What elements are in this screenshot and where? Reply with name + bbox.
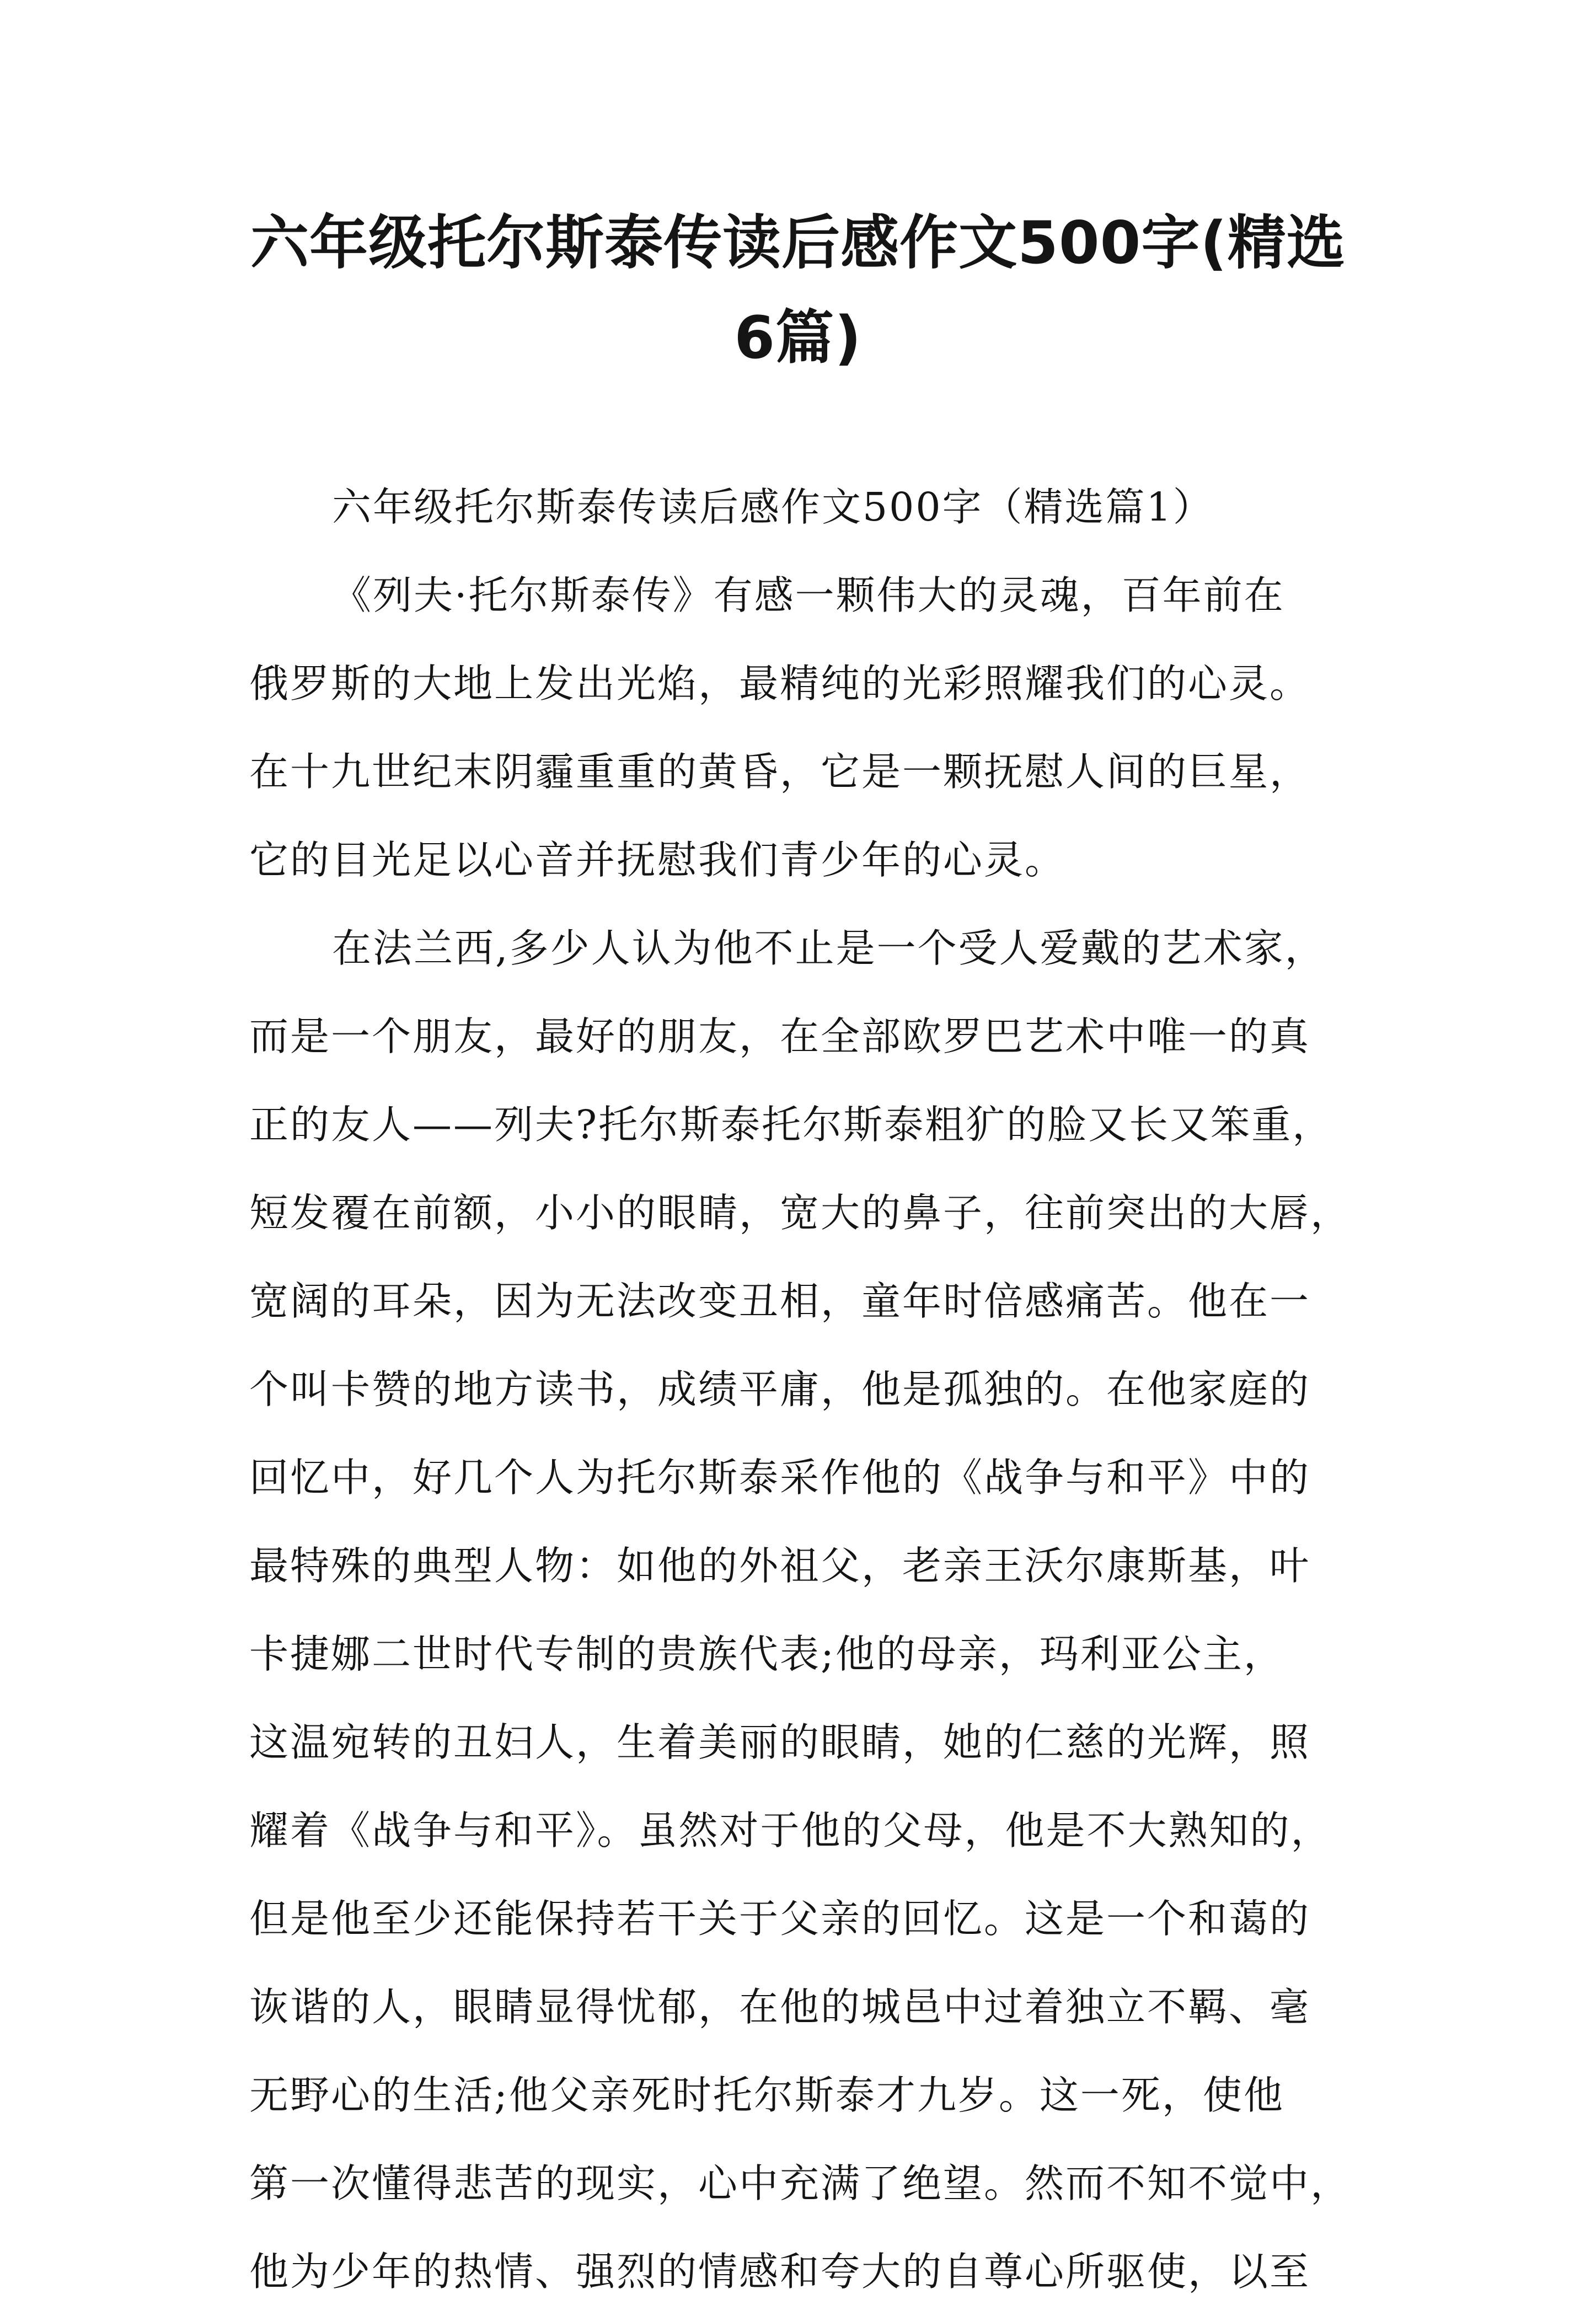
section-heading: 六年级托尔斯泰传读后感作文500字（精选篇1） — [332, 484, 1214, 530]
paragraph-line: 无野心的生活;他父亲死时托尔斯泰才九岁。这一死，使他 — [249, 2072, 1284, 2118]
document-title-line-1: 六年级托尔斯泰传读后感作文500字(精选 — [250, 209, 1346, 277]
paragraph-line: 诙谐的人，眼睛显得忧郁，在他的城邑中过着独立不羁、毫 — [249, 1984, 1311, 2030]
document-title — [210, 196, 1386, 385]
paragraph-line: 这温宛转的丑妇人，生着美丽的眼睛，她的仁慈的光辉，照 — [249, 1719, 1311, 1765]
paragraph-line: 他为少年的热情、强烈的情感和夸大的自尊心所驱使，以至 — [249, 2249, 1311, 2294]
paragraph-line: 而是一个朋友，最好的朋友，在全部欧罗巴艺术中唯一的真 — [249, 1014, 1311, 1059]
paragraph-line: 回忆中，好几个人为托尔斯泰采作他的《战争与和平》中的 — [249, 1455, 1311, 1500]
paragraph-line: 俄罗斯的大地上发出光焰，最精纯的光彩照耀我们的心灵。 — [249, 661, 1311, 706]
paragraph-line: 《列夫·托尔斯泰传》有感一颗伟大的灵魂，百年前在 — [332, 572, 1285, 618]
paragraph-line: 个叫卡赞的地方读书，成绩平庸，他是孤独的。在他家庭的 — [249, 1366, 1311, 1412]
document-title-line-2: 6篇) — [734, 304, 862, 372]
paragraph-line: 短发覆在前额，小小的眼睛，宽大的鼻子，往前突出的大唇， — [249, 1190, 1352, 1236]
document-body — [249, 463, 1352, 2316]
paragraph-line: 耀着《战争与和平》。虽然对于他的父母，他是不大熟知的， — [249, 1808, 1332, 1853]
paragraph-2 — [249, 904, 1352, 2316]
paragraph-line: 宽阔的耳朵，因为无法改变丑相，童年时倍感痛苦。他在一 — [249, 1278, 1311, 1324]
paragraph-line: 最特殊的典型人物：如他的外祖父，老亲王沃尔康斯基，叶 — [249, 1543, 1311, 1589]
paragraph-line: 第一次懂得悲苦的现实，心中充满了绝望。然而不知不觉中， — [249, 2160, 1352, 2206]
paragraph-line: 但是他至少还能保持若干关于父亲的回忆。这是一个和蔼的 — [249, 1896, 1311, 1942]
paragraph-line: 在法兰西,多少人认为他不止是一个受人爱戴的艺术家， — [332, 925, 1326, 971]
paragraph-1 — [249, 551, 1352, 904]
paragraph-line: 正的友人——列夫?托尔斯泰托尔斯泰粗犷的脸又长又笨重， — [249, 1102, 1333, 1148]
paragraph-line: 它的目光足以心音并抚慰我们青少年的心灵。 — [249, 837, 1066, 883]
paragraph-line: 卡捷娜二世时代专制的贵族代表;他的母亲，玛利亚公主， — [249, 1631, 1284, 1677]
paragraph-line: 在十九世纪末阴霾重重的黄昏，它是一颗抚慰人间的巨星， — [249, 749, 1311, 795]
